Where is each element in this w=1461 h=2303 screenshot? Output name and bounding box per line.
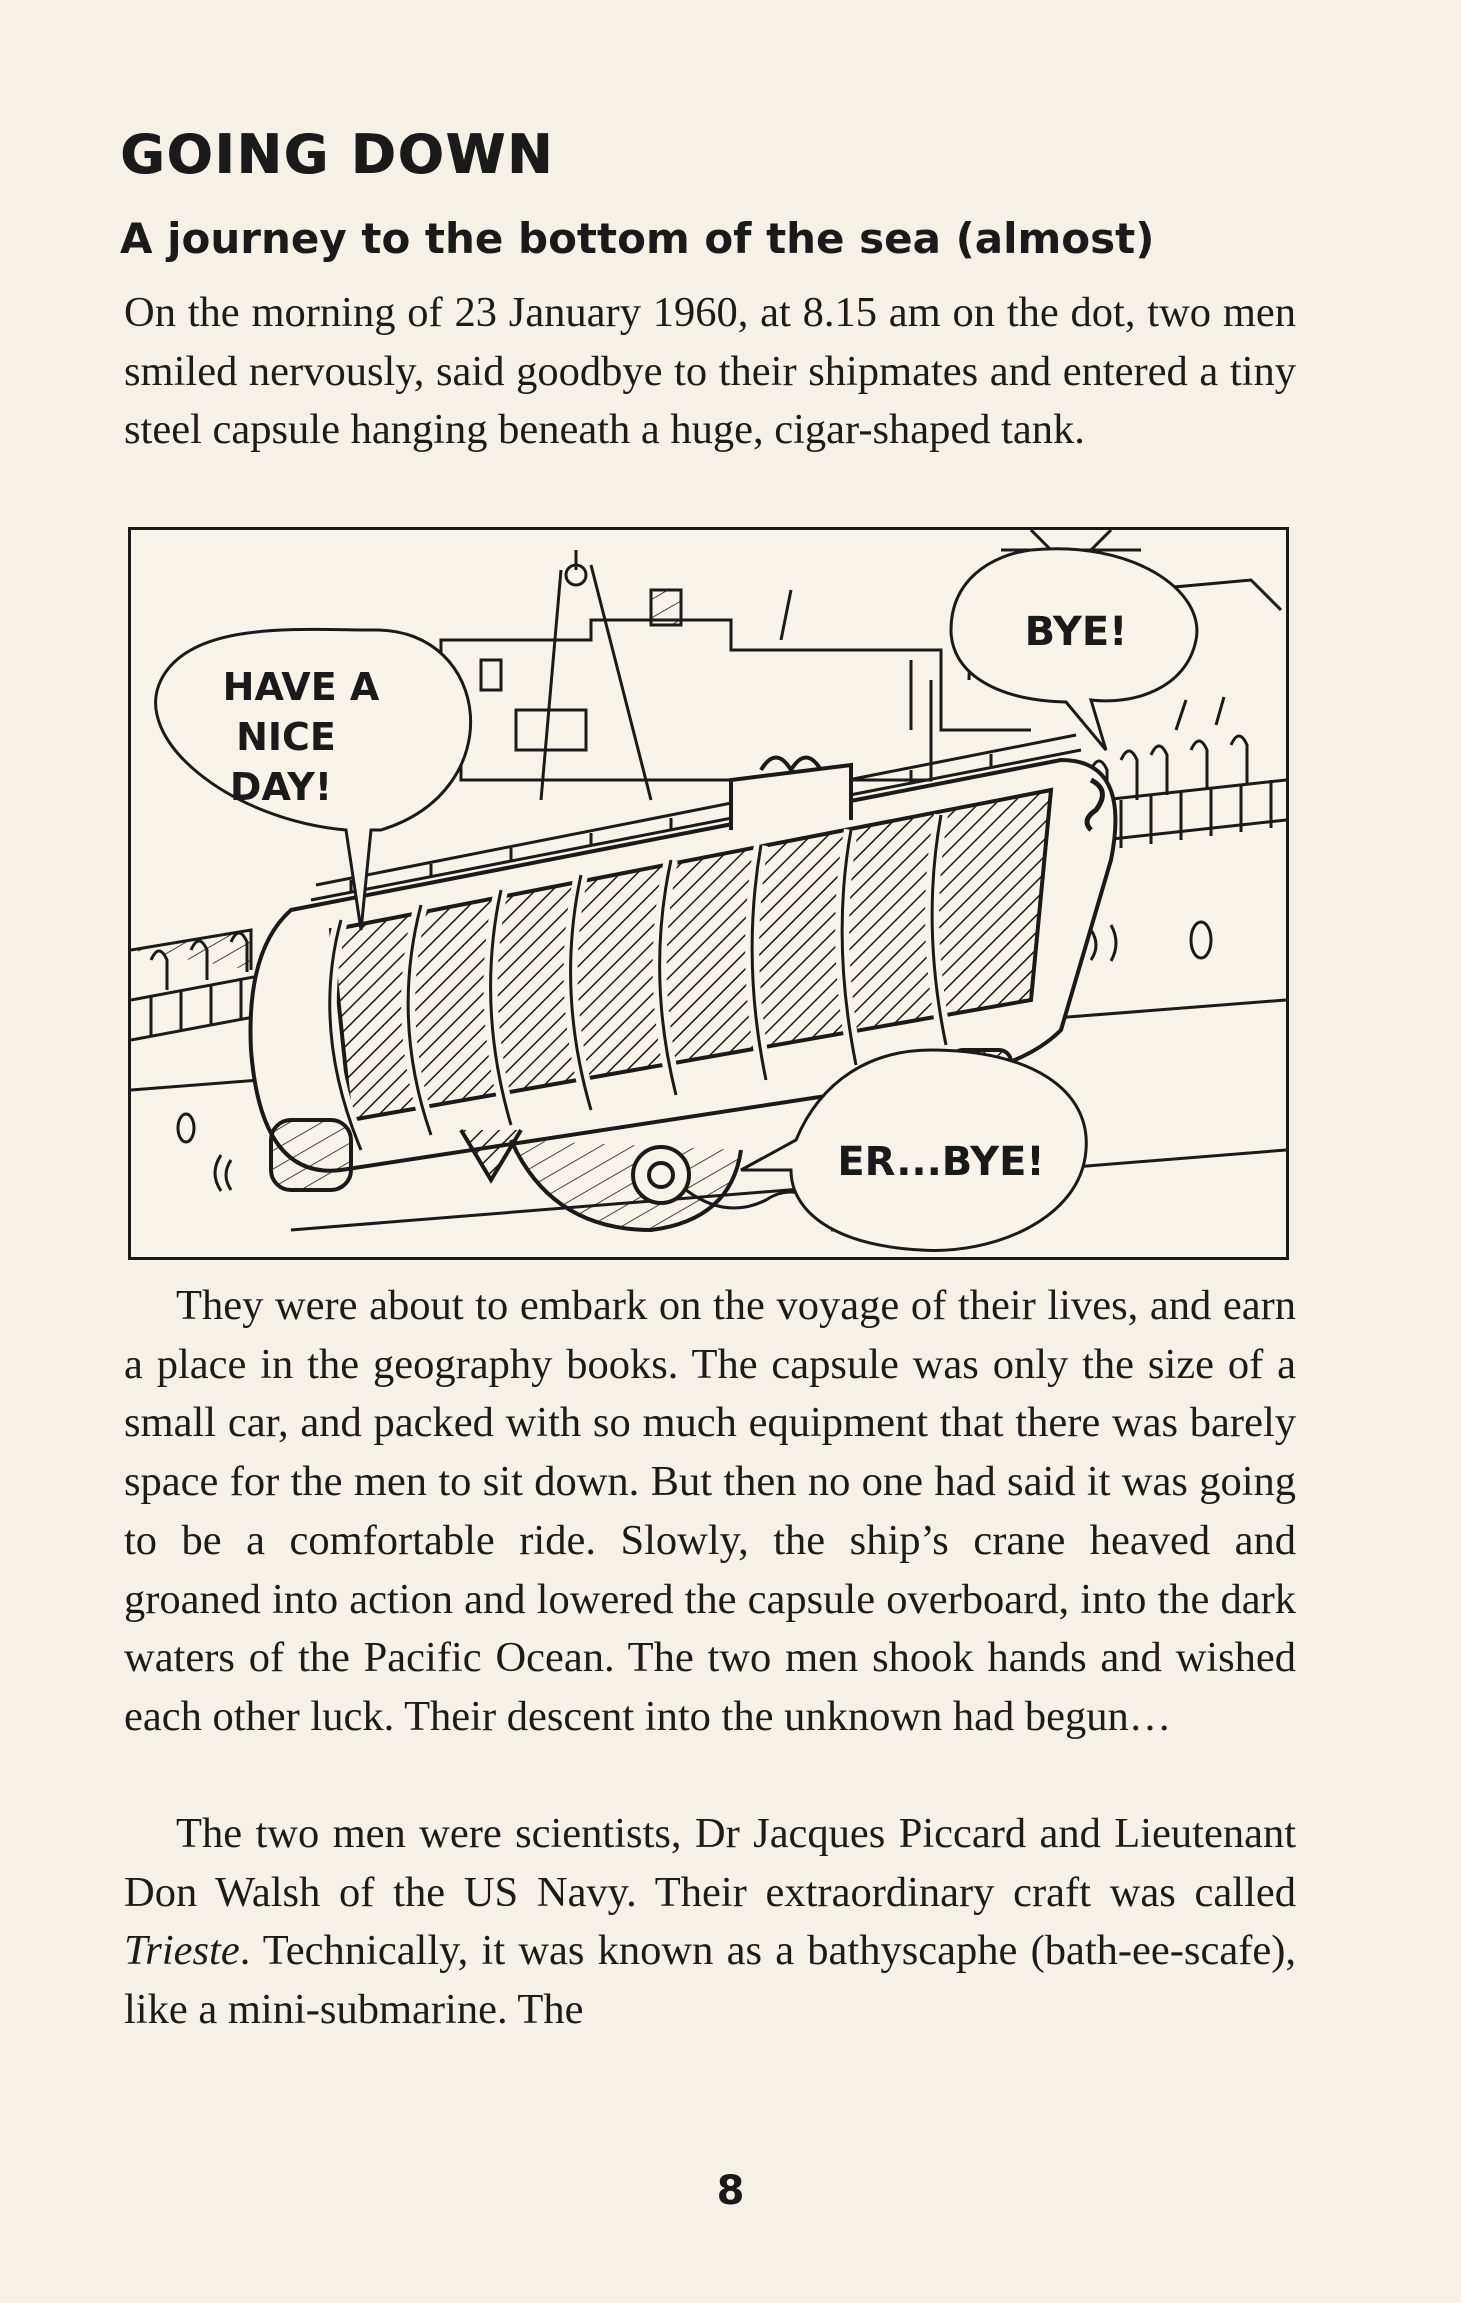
paragraph-3-text-b: . Technically, it was known as a bathyscaphe (bath-ee-scafe), like a mini-submarine. The xyxy=(124,1927,1296,2034)
paragraph-3 xyxy=(124,1805,1296,2040)
bubble-line: HAVE A xyxy=(222,665,380,709)
page-number: 8 xyxy=(716,2168,745,2214)
intro-paragraph: On the morning of 23 January 1960, at 8.15 am on the dot, two men smiled nervously, said goodbye to their shipmates and entered a tiny steel capsule hanging beneath a huge, cigar-shaped tank. xyxy=(124,289,1296,454)
bubble-line: ER...BYE! xyxy=(837,1139,1045,1185)
chapter-subtitle: A journey to the bottom of the sea (almost) xyxy=(120,214,1155,263)
speech-bubble-bye xyxy=(951,549,1197,750)
chapter-title: GOING DOWN xyxy=(120,123,555,186)
paragraph-2: They were about to embark on the voyage of their lives, and earn a place in the geography books. The capsule was only the size of a small car, and packed with so much equipment that there was barely space for the men to sit down. But then no one had said it was going to be a comfortable ride. Slowly, the ship’s crane heaved and groaned into action and lowered the capsule overboard, into the dark waters of the Pacific Ocean. The two men shook hands and wished each other luck. Their descent into the unknown had begun… xyxy=(124,1282,1296,1740)
bubble-line: DAY! xyxy=(229,765,333,809)
cartoon-illustration xyxy=(128,527,1289,1260)
bathyscaphe-drawing xyxy=(131,530,1286,1257)
bubble-line: NICE xyxy=(236,715,336,759)
craft-name-italic: Trieste xyxy=(124,1927,240,1975)
bubble-line: BYE! xyxy=(1024,609,1128,655)
paragraph-3-text-a: The two men were scientists, Dr Jacques Piccard and Lieutenant Don Walsh of the US Navy. Their extraordinary craft was called xyxy=(124,1810,1296,1916)
